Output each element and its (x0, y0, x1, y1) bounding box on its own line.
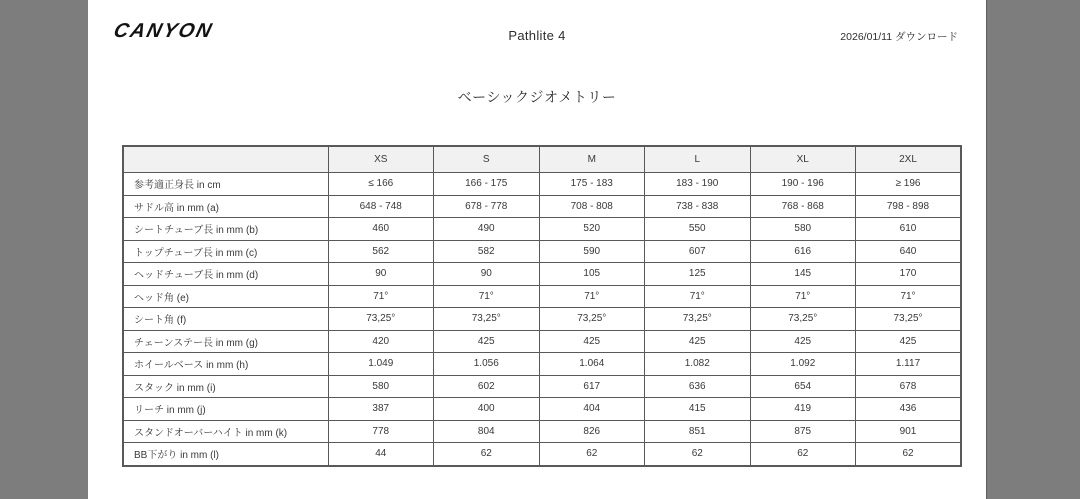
row-label: BB下がり in mm (l) (123, 443, 328, 466)
cell-value: 580 (750, 218, 856, 241)
cell-value: 44 (328, 443, 434, 466)
table-row (123, 240, 961, 263)
size-column-header: 2XL (856, 146, 962, 173)
table-row (123, 308, 961, 331)
row-label: 参考適正身長 in cm (123, 173, 328, 196)
size-column-header: S (434, 146, 540, 173)
cell-value: 105 (539, 263, 645, 286)
cell-value: 804 (434, 420, 540, 443)
table-row (123, 353, 961, 376)
cell-value: 851 (645, 420, 751, 443)
section-title: ベーシックジオメトリー (457, 89, 617, 105)
cell-value: 460 (328, 218, 434, 241)
cell-value: 71° (750, 285, 856, 308)
cell-value: 708 - 808 (539, 195, 645, 218)
canyon-logo: CANYON (111, 20, 216, 42)
corner-cell (123, 146, 328, 173)
row-label: リーチ in mm (j) (123, 398, 328, 421)
table-row (123, 443, 961, 466)
table-row (123, 173, 961, 196)
size-column-header: L (645, 146, 751, 173)
viewer-background-right (986, 0, 1080, 499)
cell-value: 73,25° (434, 308, 540, 331)
row-label: スタック in mm (i) (123, 375, 328, 398)
cell-value: 520 (539, 218, 645, 241)
cell-value: 73,25° (328, 308, 434, 331)
viewer-background-left (0, 0, 89, 499)
cell-value: 901 (856, 420, 962, 443)
cell-value: 420 (328, 330, 434, 353)
size-column-header: XS (328, 146, 434, 173)
cell-value: 1.049 (328, 353, 434, 376)
geometry-table (122, 145, 962, 467)
cell-value: 400 (434, 398, 540, 421)
row-label: チェーンステー長 in mm (g) (123, 330, 328, 353)
download-date: 2026/01/11 ダウンロード (840, 31, 958, 43)
cell-value: 387 (328, 398, 434, 421)
cell-value: 1.056 (434, 353, 540, 376)
cell-value: 73,25° (856, 308, 962, 331)
cell-value: 73,25° (539, 308, 645, 331)
cell-value: 145 (750, 263, 856, 286)
cell-value: 610 (856, 218, 962, 241)
cell-value: 678 - 778 (434, 195, 540, 218)
cell-value: 175 - 183 (539, 173, 645, 196)
cell-value: 1.092 (750, 353, 856, 376)
cell-value: 1.064 (539, 353, 645, 376)
cell-value: 616 (750, 240, 856, 263)
size-column-header: M (539, 146, 645, 173)
cell-value: 62 (645, 443, 751, 466)
row-label: シート角 (f) (123, 308, 328, 331)
table-row (123, 330, 961, 353)
cell-value: 1.082 (645, 353, 751, 376)
page-title: Pathlite 4 (508, 28, 566, 43)
cell-value: 62 (750, 443, 856, 466)
cell-value: 678 (856, 375, 962, 398)
row-label: サドル高 in mm (a) (123, 195, 328, 218)
cell-value: 190 - 196 (750, 173, 856, 196)
cell-value: 425 (539, 330, 645, 353)
cell-value: 71° (539, 285, 645, 308)
cell-value: 90 (328, 263, 434, 286)
cell-value: 62 (539, 443, 645, 466)
table-row (123, 398, 961, 421)
table-row (123, 218, 961, 241)
cell-value: 826 (539, 420, 645, 443)
row-label: ヘッド角 (e) (123, 285, 328, 308)
cell-value: 425 (434, 330, 540, 353)
cell-value: 71° (328, 285, 434, 308)
cell-value: 415 (645, 398, 751, 421)
cell-value: 640 (856, 240, 962, 263)
cell-value: 617 (539, 375, 645, 398)
cell-value: 607 (645, 240, 751, 263)
cell-value: 425 (856, 330, 962, 353)
cell-value: 654 (750, 375, 856, 398)
cell-value: 71° (856, 285, 962, 308)
row-label: ホイールベース in mm (h) (123, 353, 328, 376)
cell-value: 582 (434, 240, 540, 263)
cell-value: 183 - 190 (645, 173, 751, 196)
row-label: トップチューブ長 in mm (c) (123, 240, 328, 263)
cell-value: 419 (750, 398, 856, 421)
table-row (123, 420, 961, 443)
cell-value: 436 (856, 398, 962, 421)
cell-value: 1.117 (856, 353, 962, 376)
cell-value: 738 - 838 (645, 195, 751, 218)
cell-value: 778 (328, 420, 434, 443)
cell-value: 166 - 175 (434, 173, 540, 196)
cell-value: 71° (645, 285, 751, 308)
cell-value: 90 (434, 263, 540, 286)
cell-value: 636 (645, 375, 751, 398)
cell-value: 404 (539, 398, 645, 421)
cell-value: 562 (328, 240, 434, 263)
cell-value: 62 (434, 443, 540, 466)
cell-value: 768 - 868 (750, 195, 856, 218)
size-header-row (123, 146, 961, 173)
cell-value: 580 (328, 375, 434, 398)
cell-value: 62 (856, 443, 962, 466)
row-label: ヘッドチューブ長 in mm (d) (123, 263, 328, 286)
cell-value: 490 (434, 218, 540, 241)
cell-value: 602 (434, 375, 540, 398)
cell-value: 425 (645, 330, 751, 353)
table-row (123, 285, 961, 308)
cell-value: 425 (750, 330, 856, 353)
table-row (123, 375, 961, 398)
document-page (88, 0, 986, 499)
cell-value: 73,25° (750, 308, 856, 331)
table-row (123, 195, 961, 218)
cell-value: 590 (539, 240, 645, 263)
table-row (123, 263, 961, 286)
cell-value: 73,25° (645, 308, 751, 331)
row-label: シートチューブ長 in mm (b) (123, 218, 328, 241)
row-label: スタンドオーバーハイト in mm (k) (123, 420, 328, 443)
cell-value: 170 (856, 263, 962, 286)
cell-value: 875 (750, 420, 856, 443)
cell-value: ≥ 196 (856, 173, 962, 196)
size-column-header: XL (750, 146, 856, 173)
cell-value: 798 - 898 (856, 195, 962, 218)
cell-value: 71° (434, 285, 540, 308)
cell-value: 125 (645, 263, 751, 286)
cell-value: ≤ 166 (328, 173, 434, 196)
cell-value: 550 (645, 218, 751, 241)
cell-value: 648 - 748 (328, 195, 434, 218)
